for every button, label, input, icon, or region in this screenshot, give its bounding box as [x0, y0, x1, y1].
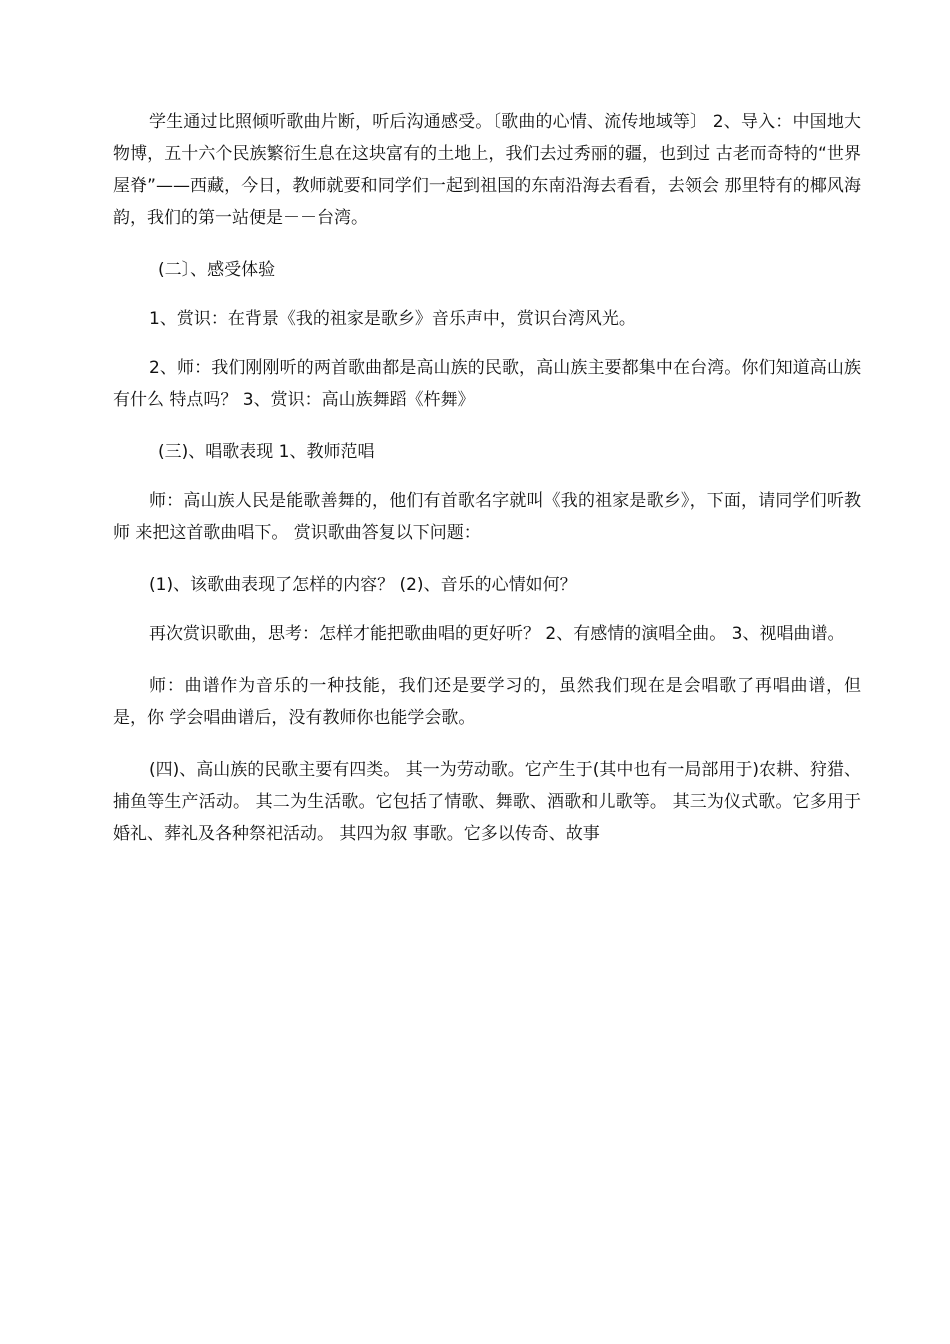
paragraph-teacher-question: 2、师：我们刚刚听的两首歌曲都是高山族的民歌，高山族主要都集中在台湾。你们知道高山族有什么 特点吗？ 3、赏识：高山族舞蹈《杵舞》	[113, 358, 861, 410]
document-body	[113, 106, 861, 850]
paragraph-folk-songs: (四)、高山族的民歌主要有四类。 其一为劳动歌。它产生于(其中也有一局部用于)农耕、狩猎、捕鱼等生产活动。 其二为生活歌。它包括了情歌、舞歌、酒歌和儿歌等。 其三为仪式歌。它多用于婚礼、葬礼及各种祭祀活动。 其四为叙 事歌。它多以传奇、故事	[113, 760, 861, 844]
paragraph-reappreciation: 再次赏识歌曲，思考：怎样才能把歌曲唱的更好听？ 2、有感情的演唱全曲。 3、视唱曲谱。	[149, 624, 845, 644]
paragraph-appreciation: 1、赏识：在背景《我的祖家是歌乡》音乐声中，赏识台湾风光。	[149, 309, 636, 329]
section-heading-singing: (三)、唱歌表现 1、教师范唱	[158, 442, 375, 462]
paragraph-intro: 学生通过比照倾听歌曲片断，听后沟通感受。〔歌曲的心情、流传地域等〕 2、导入：中国地大物博，五十六个民族繁衍生息在这块富有的土地上，我们去过秀丽的疆，也到过 古老而奇特的“世界屋脊”——西藏，今日，教师就要和同学们一起到祖国的东南沿海去看看，去领会 那里特有的椰风海韵，我们的第一站便是－－台湾。	[113, 112, 861, 228]
section-heading-experience: (二〕、感受体验	[158, 260, 276, 280]
paragraph-score: 师：曲谱作为音乐的一种技能，我们还是要学习的，虽然我们现在是会唱歌了再唱曲谱，但是，你 学会唱曲谱后，没有教师你也能学会歌。	[113, 676, 861, 728]
paragraph-teacher-song: 师：高山族人民是能歌善舞的，他们有首歌名字就叫《我的祖家是歌乡》，下面，请同学们听教师 来把这首歌曲唱下。 赏识歌曲答复以下问题：	[113, 491, 861, 543]
paragraph-questions: (1)、该歌曲表现了怎样的内容？ (2)、音乐的心情如何？	[149, 575, 577, 595]
